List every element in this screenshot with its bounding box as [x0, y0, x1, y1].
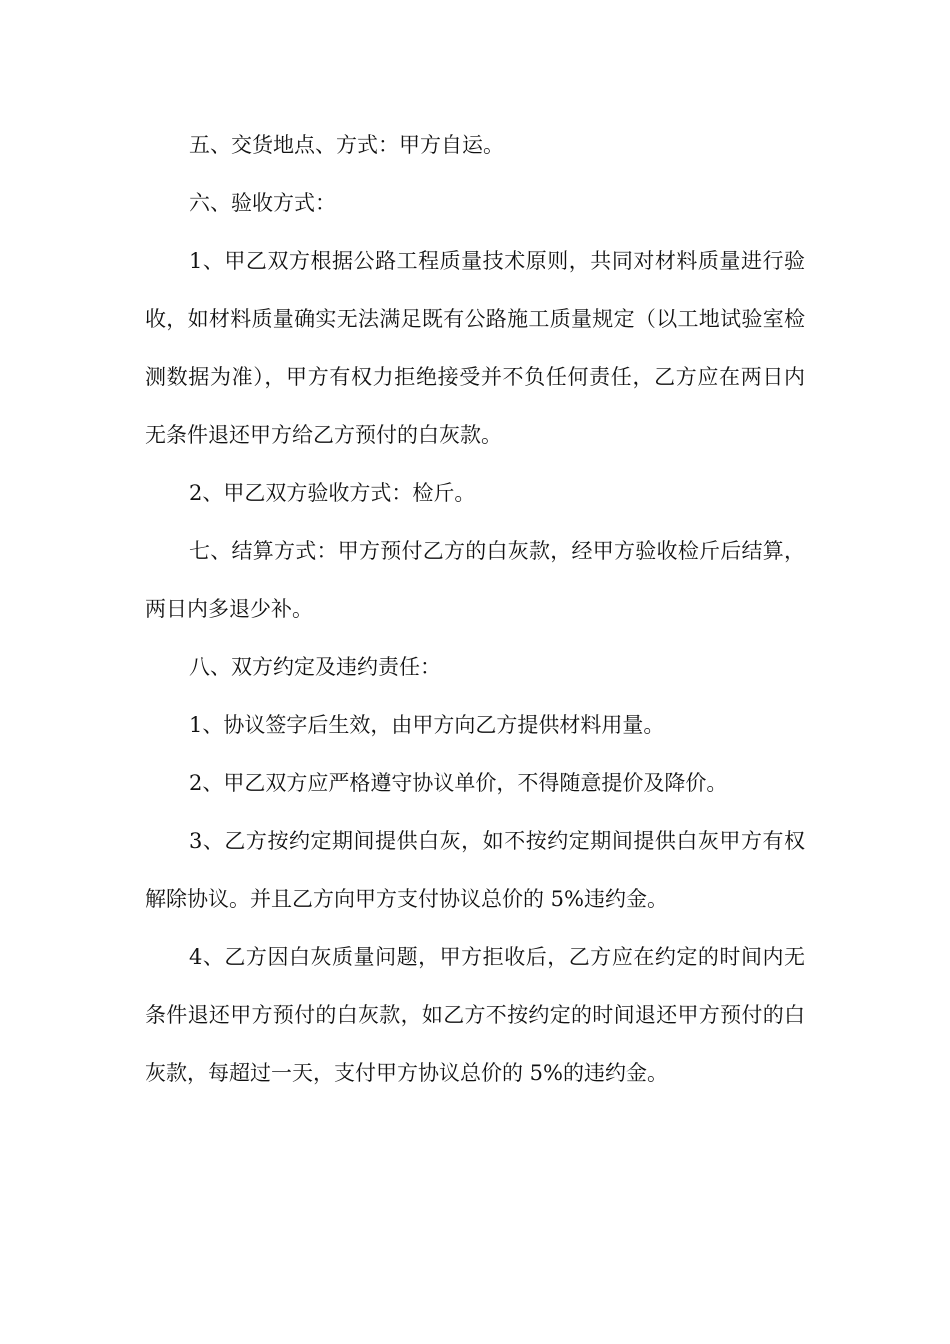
paragraph-delivery: 五、交货地点、方式：甲方自运。 [189, 133, 504, 157]
paragraph-settlement: 七、结算方式：甲方预付乙方的白灰款，经甲方验收检斤后结算，两日内多退少补。 [145, 539, 805, 621]
paragraph-liability-heading: 八、双方约定及违约责任： [189, 655, 441, 679]
paragraph-acceptance-method: 2、甲乙双方验收方式：检斤。 [189, 481, 476, 505]
paragraph-liability-3: 3、乙方按约定期间提供白灰，如不按约定期间提供白灰甲方有权解除协议。并且乙方向甲方支付协议总价的 5%违约金。 [145, 829, 805, 911]
paragraph-acceptance-quality: 1、甲乙双方根据公路工程质量技术原则，共同对材料质量进行验收，如材料质量确实无法满足既有公路施工质量规定（以工地试验室检测数据为准），甲方有权力拒绝接受并不负任何责任，乙方应在两日内无条件退还甲方给乙方预付的白灰款。 [145, 249, 805, 447]
paragraph-acceptance-heading: 六、验收方式： [189, 191, 336, 215]
paragraph-liability-1: 1、协议签字后生效，由甲方向乙方提供材料用量。 [189, 713, 665, 737]
document-body [145, 116, 805, 1102]
paragraph-liability-4: 4、乙方因白灰质量问题，甲方拒收后，乙方应在约定的时间内无条件退还甲方预付的白灰款，如乙方不按约定的时间退还甲方预付的白灰款，每超过一天，支付甲方协议总价的 5%的违约金。 [145, 945, 805, 1085]
paragraph-liability-2: 2、甲乙双方应严格遵守协议单价，不得随意提价及降价。 [189, 771, 728, 795]
